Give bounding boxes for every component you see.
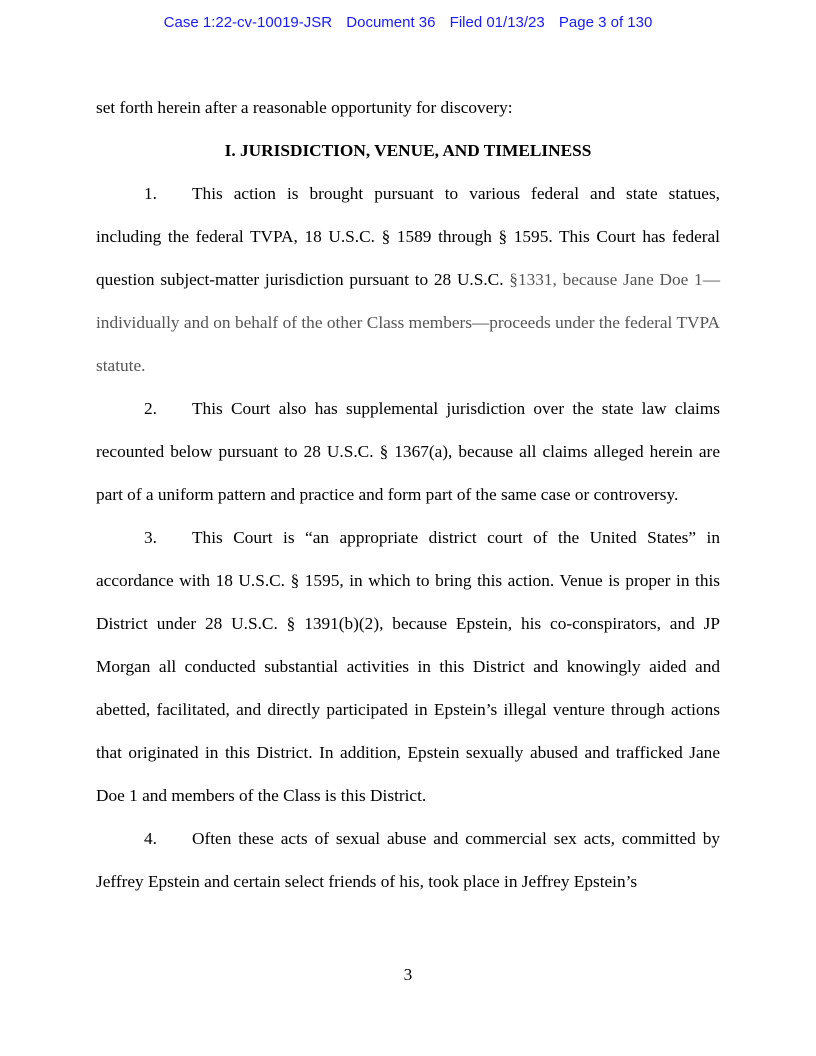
paragraph-text: This Court also has supplemental jurisdiction over the state law claims recounted below pursuant to 28 U.S.C. § 1367(a), because all claims alleged herein are part of a uniform pattern and practice and form part of the same case or controversy.	[96, 399, 720, 504]
paragraph-3	[96, 516, 720, 817]
filed-date: Filed 01/13/23	[449, 14, 545, 31]
paragraph-number: 3.	[144, 528, 157, 547]
paragraph-number: 4.	[144, 829, 157, 848]
document-number: Document 36	[346, 14, 436, 31]
ecf-header	[0, 14, 816, 31]
paragraph-text: Often these acts of sexual abuse and commercial sex acts, committed by Jeffrey Epstein and certain select friends of his, took place in Jeffrey Epstein’s	[96, 829, 720, 891]
paragraph-text: This action is brought pursuant to various federal and state statues, including the federal TVPA, 18 U.S.C. § 1589 through § 1595. This Court has federal question subject-matter jurisdiction pursuant to 28 U.S.C.	[96, 184, 720, 289]
document-body	[96, 86, 720, 903]
case-number: Case 1:22-cv-10019-JSR	[163, 14, 333, 31]
paragraph-number: 2.	[144, 399, 157, 418]
paragraph-2	[96, 387, 720, 516]
intro-line: set forth herein after a reasonable opportunity for discovery:	[96, 98, 513, 117]
paragraph-text: This Court is “an appropriate district court of the United States” in accordance with 18 U.S.C. § 1595, in which to bring this action. Venue is proper in this District under 28 U.S.C. § 1391(b)(2), because Epstein, his co-conspirators, and JP Morgan all conducted substantial activities in this District and knowingly aided and abetted, facilitated, and directly participated in Epstein’s illegal venture through actions that originated in this District. In addition, Epstein sexually abused and trafficked Jane Doe 1 and members of the Class is this District.	[96, 528, 720, 805]
page-indicator: Page 3 of 130	[558, 14, 653, 31]
paragraph-4	[96, 817, 720, 903]
page-number: 3	[403, 965, 413, 984]
paragraph-1	[96, 172, 720, 387]
section-heading: I. JURISDICTION, VENUE, AND TIMELINESS	[224, 141, 592, 160]
paragraph-number: 1.	[144, 184, 157, 203]
paragraph-text-faded: §1331, because Jane Doe 1—individually and on behalf of the other Class members—proceeds under the federal TVPA statute.	[96, 270, 720, 375]
